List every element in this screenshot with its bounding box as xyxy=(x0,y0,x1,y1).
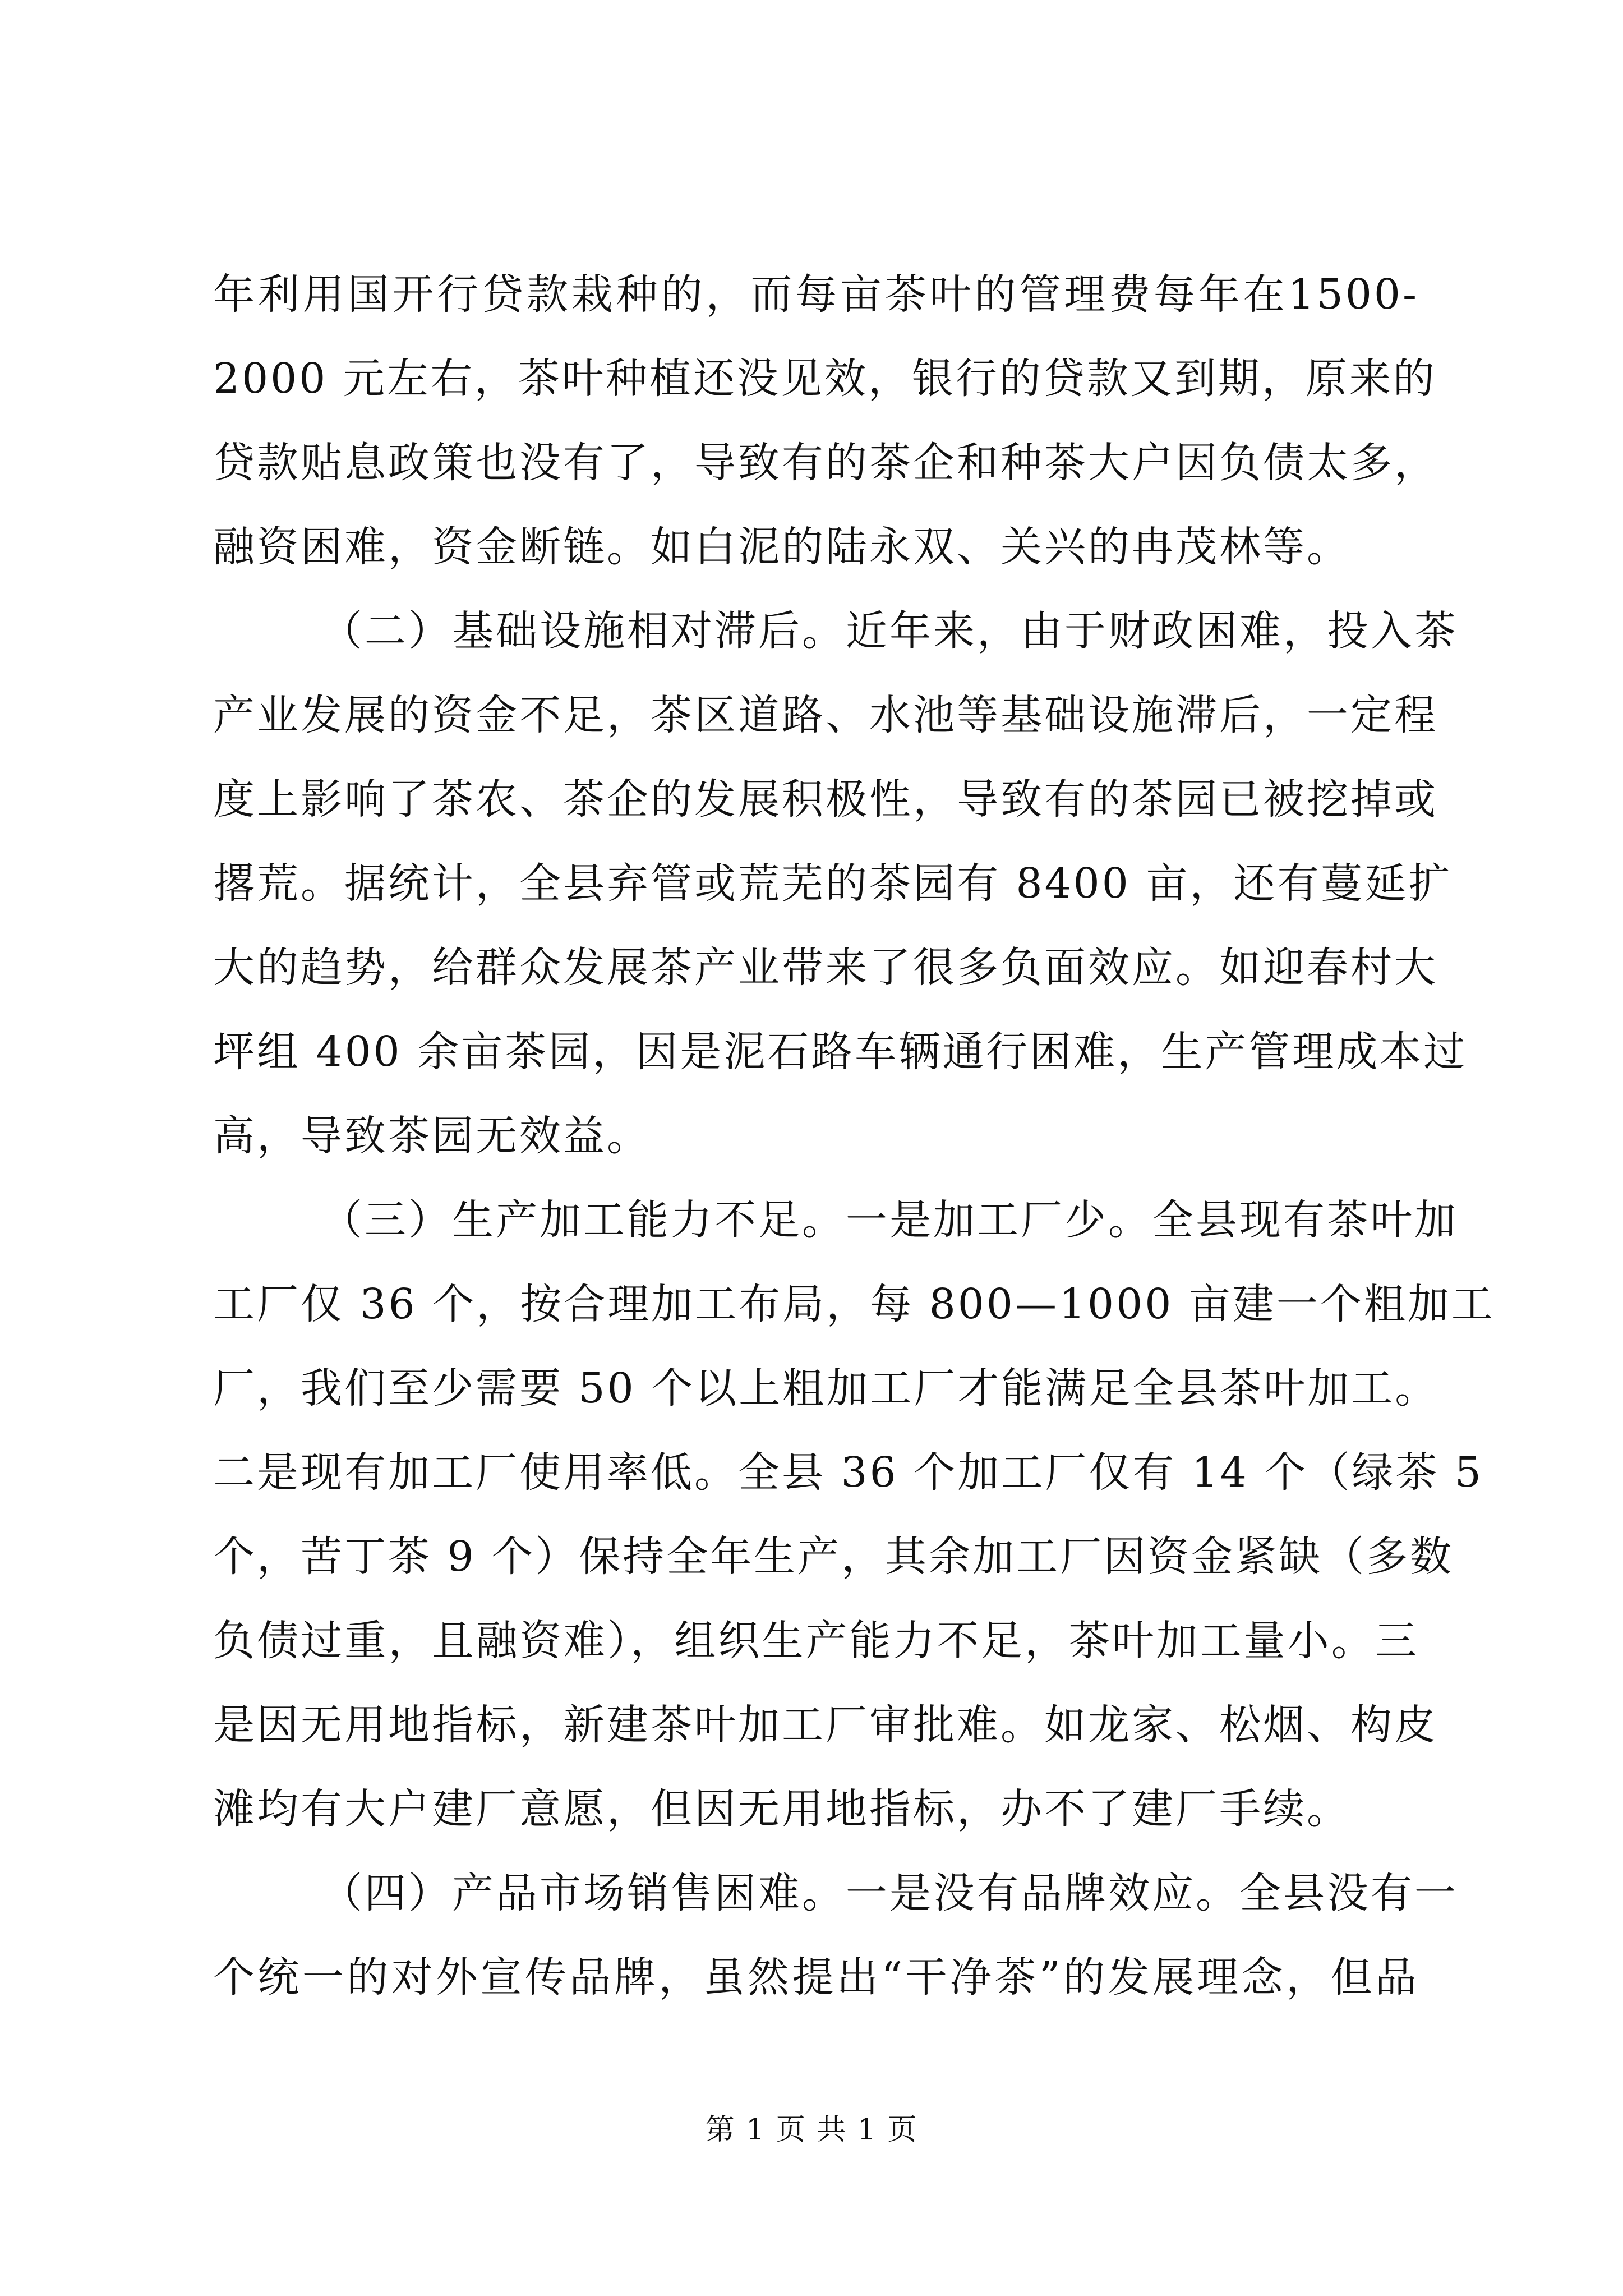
text-line: 年利用国开行贷款栽种的，而每亩茶叶的管理费每年在1500- xyxy=(213,270,1419,319)
text-line: 厂，我们至少需要 50 个以上粗加工厂才能满足全县茶叶加工。 xyxy=(213,1364,1439,1412)
text-line: 个，苦丁茶 9 个）保持全年生产，其余加工厂因资金紧缺（多数 xyxy=(213,1533,1454,1581)
section-heading-line: （四）产品市场销售困难。一是没有品牌效应。全县没有一 xyxy=(321,1869,1458,1917)
text-line: 度上影响了茶农、茶企的发展积极性，导致有的茶园已被挖掉或 xyxy=(213,775,1438,823)
text-line: 撂荒。据统计，全县弃管或荒芜的茶园有 8400 亩，还有蔓延扩 xyxy=(213,859,1453,908)
text-line: 贷款贴息政策也没有了，导致有的茶企和种茶大户因负债太多， xyxy=(213,439,1438,487)
section-heading-line: （三）生产加工能力不足。一是加工厂少。全县现有茶叶加 xyxy=(321,1196,1458,1244)
text-line: 负债过重，且融资难），组织生产能力不足，茶叶加工量小。三 xyxy=(213,1617,1419,1665)
text-line: 产业发展的资金不足，茶区道路、水池等基础设施滞后，一定程 xyxy=(213,691,1438,739)
page-footer: 第 1 页 共 1 页 xyxy=(705,2113,918,2147)
text-line: 坪组 400 余亩茶园，因是泥石路车辆通行困难，生产管理成本过 xyxy=(213,1028,1468,1076)
text-line: 工厂仅 36 个，按合理加工布局，每 800—1000 亩建一个粗加工 xyxy=(213,1280,1495,1328)
text-line: 个统一的对外宣传品牌，虽然提出“干净茶”的发展理念，但品 xyxy=(213,1953,1419,2001)
text-line: 融资困难，资金断链。如白泥的陆永双、关兴的冉茂林等。 xyxy=(213,523,1350,571)
text-line: 二是现有加工厂使用率低。全县 36 个加工厂仅有 14 个（绿茶 5 xyxy=(213,1448,1484,1497)
text-line: 滩均有大户建厂意愿，但因无用地指标，办不了建厂手续。 xyxy=(213,1785,1350,1833)
text-line: 2000 元左右，茶叶种植还没见效，银行的贷款又到期，原来的 xyxy=(213,355,1437,403)
text-line: 大的趋势，给群众发展茶产业带来了很多负面效应。如迎春村大 xyxy=(213,944,1438,992)
text-line: 高，导致茶园无效益。 xyxy=(213,1112,651,1160)
section-heading-line: （二）基础设施相对滞后。近年来，由于财政困难，投入茶 xyxy=(321,607,1458,655)
text-line: 是因无用地指标，新建茶叶加工厂审批难。如龙家、松烟、构皮 xyxy=(213,1701,1438,1749)
